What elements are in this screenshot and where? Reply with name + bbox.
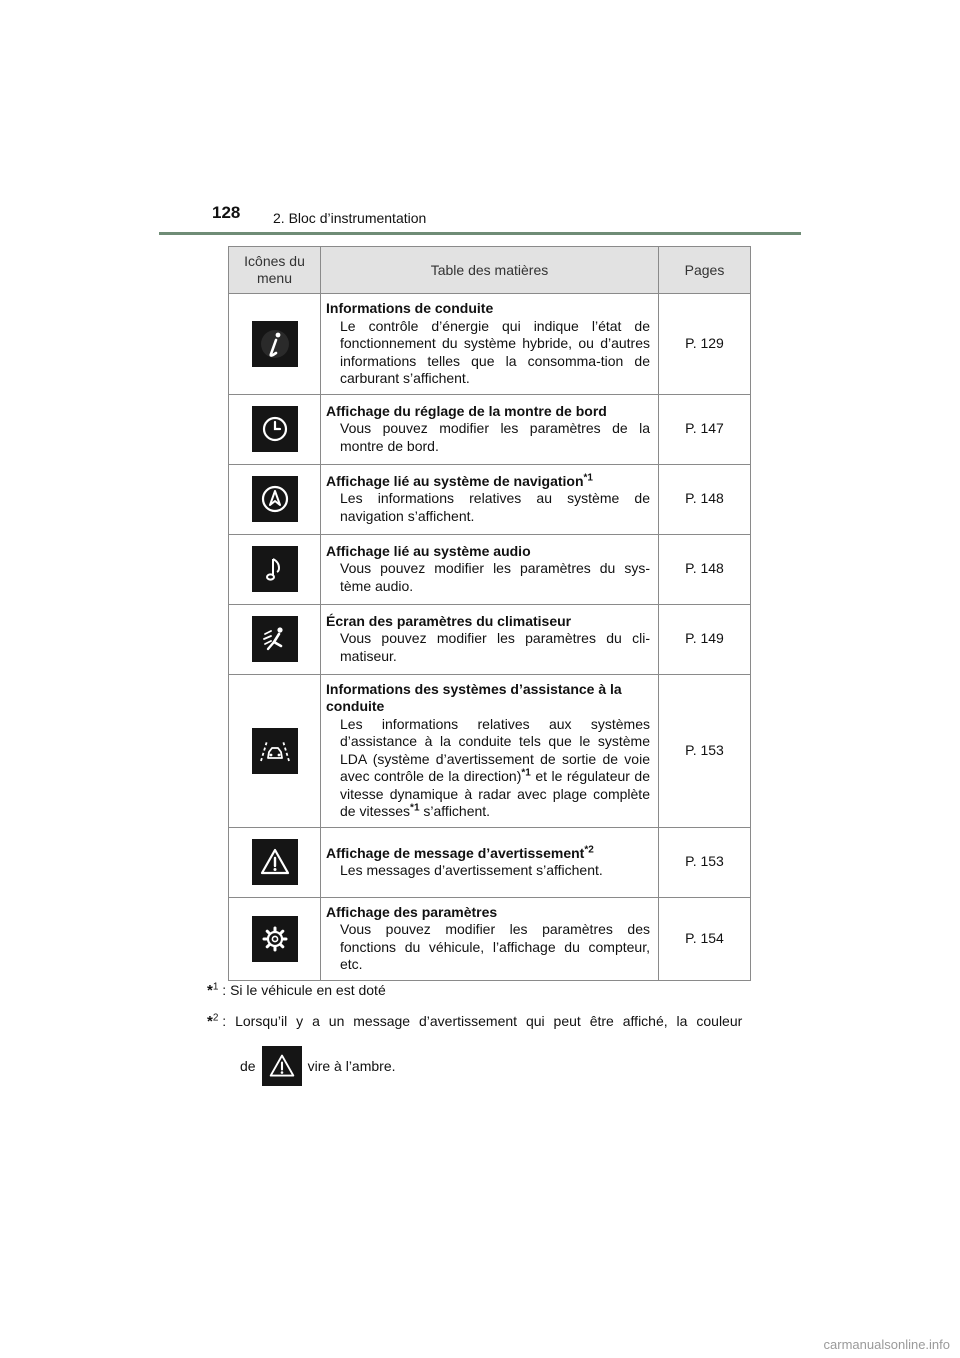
row-description	[321, 464, 659, 534]
column-header-icons: Icônes du menu	[229, 247, 321, 294]
entry-title: Affichage des paramètres	[326, 903, 498, 920]
climate-icon	[252, 616, 298, 662]
footnote-star: *	[207, 982, 213, 999]
navigation-icon	[252, 476, 298, 522]
column-header-pages: Pages	[659, 247, 751, 294]
entry-body: Vous pouvez modifier les paramètres du sys-tème audio.	[340, 560, 650, 594]
footnote-mark: *1	[521, 767, 531, 779]
page-reference: P. 148	[659, 534, 751, 604]
icon-cell	[229, 294, 321, 395]
entry-title: Informations des systèmes d’assistance à la conduite	[326, 680, 622, 714]
section-title: 2. Bloc d’instrumentation	[273, 210, 427, 226]
footnote-mark: *1	[583, 472, 593, 484]
entry-body: Vous pouvez modifier les paramètres de la montre de bord.	[340, 420, 650, 454]
row-description	[321, 897, 659, 980]
clock-icon	[252, 406, 298, 452]
page-reference: P. 149	[659, 604, 751, 674]
table-row	[229, 294, 751, 395]
entry-title: Informations de conduite	[326, 300, 494, 316]
page-reference: P. 147	[659, 394, 751, 464]
table-row	[229, 827, 751, 897]
page-reference: P. 148	[659, 464, 751, 534]
entry-body: Vous pouvez modifier les paramètres du cli-matiseur.	[340, 630, 650, 664]
page-reference: P. 153	[659, 674, 751, 827]
driving-assist-icon	[252, 728, 298, 774]
table-row	[229, 394, 751, 464]
menu-icons-table	[228, 246, 751, 981]
table-row	[229, 534, 751, 604]
icon-cell	[229, 674, 321, 827]
row-description	[321, 294, 659, 395]
entry-body-text: Les informations relatives aux systèmes d’assistance à la conduite tels que le système LDA (système d’avertissement de sortie de voie avec contrôle de la direction)	[340, 715, 650, 784]
icon-cell	[229, 827, 321, 897]
page-reference: P. 153	[659, 827, 751, 897]
entry-title-text: Affichage lié au système de navigation	[326, 472, 584, 489]
warning-icon	[252, 839, 298, 885]
footnote-2	[207, 1013, 752, 1030]
footnote-2-continuation	[240, 1046, 396, 1086]
table-row	[229, 604, 751, 674]
row-description	[321, 827, 659, 897]
table-row	[229, 674, 751, 827]
entry-title	[326, 473, 650, 491]
entry-title: Affichage du réglage de la montre de bord	[326, 402, 607, 419]
footnote-mark: *2	[584, 843, 594, 855]
page-reference: P. 129	[659, 294, 751, 395]
column-header-contents: Table des matières	[321, 247, 659, 294]
footnote-1	[207, 982, 752, 999]
music-note-icon	[252, 546, 298, 592]
row-description	[321, 674, 659, 827]
icon-cell	[229, 897, 321, 980]
table-row	[229, 897, 751, 980]
entry-body: Les messages d’avertissement s’affichent.	[340, 862, 603, 878]
footnote-continuation-prefix: de	[240, 1058, 256, 1074]
footnote-text: : Lorsqu’il y a un message d’avertissement qui peut être affiché, la couleur	[222, 1013, 743, 1029]
footnote-continuation-suffix: vire à l’ambre.	[307, 1058, 396, 1074]
icon-cell	[229, 464, 321, 534]
warning-icon	[262, 1046, 302, 1086]
footnote-mark: *1	[410, 802, 420, 814]
icon-cell	[229, 534, 321, 604]
watermark: carmanualsonline.info	[823, 1337, 950, 1352]
page-reference: P. 154	[659, 897, 751, 980]
entry-body-text: et le régulateur de vitesse dynamique à radar avec plage complète de vitesses	[340, 768, 650, 819]
entry-body-text: s’affichent.	[419, 803, 491, 819]
entry-title-text: Affichage de message d’avertissement	[326, 844, 585, 861]
table-header-row	[229, 247, 751, 294]
entry-title	[326, 845, 650, 863]
entry-body: Le contrôle d’énergie qui indique l’état de fonctionnement du système hybride, ou d’autres informations telles que la consomma-tion de carburant s’affichent.	[340, 317, 650, 386]
entry-body	[326, 716, 650, 821]
entry-body: Les informations relatives au système de navigation s’affichent.	[340, 490, 650, 524]
icon-cell	[229, 604, 321, 674]
footnote-text: : Si le véhicule en est doté	[222, 982, 386, 998]
icon-cell	[229, 394, 321, 464]
header-rule	[159, 232, 801, 235]
entry-title: Écran des paramètres du climatiseur	[326, 612, 572, 629]
row-description	[321, 534, 659, 604]
entry-body: Vous pouvez modifier les paramètres des fonctions du véhicule, l’affichage du compteur, etc.	[340, 921, 650, 972]
table-row	[229, 464, 751, 534]
page-number: 128	[212, 203, 241, 222]
settings-gear-icon	[252, 916, 298, 962]
footnote-number: 2	[212, 1012, 219, 1024]
footnote-number: 1	[212, 981, 219, 993]
entry-title: Affichage lié au système audio	[326, 542, 531, 559]
info-icon	[252, 321, 298, 367]
footnote-star: *	[207, 1013, 213, 1030]
row-description	[321, 394, 659, 464]
row-description	[321, 604, 659, 674]
